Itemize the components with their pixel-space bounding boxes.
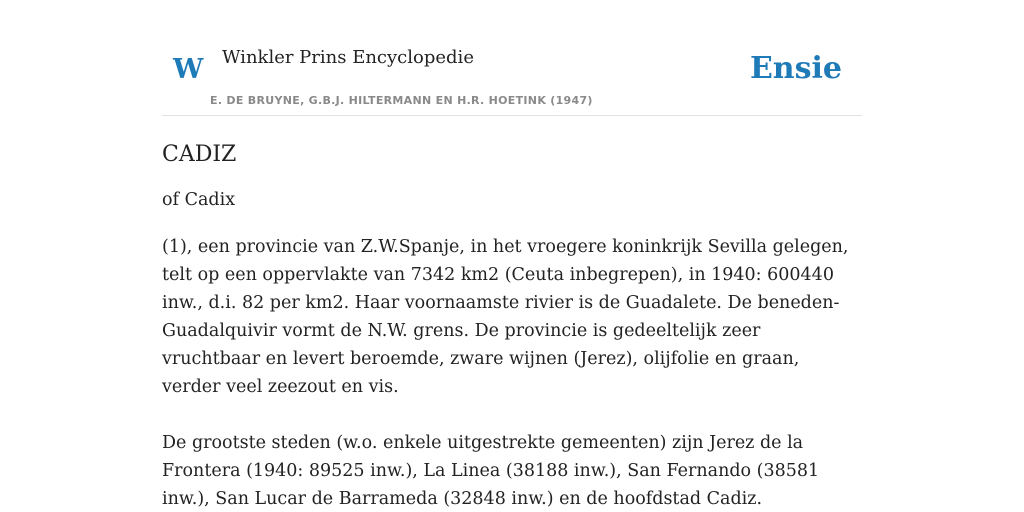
entry-paragraph-2: De grootste steden (w.o. enkele uitgestrekte gemeenten) zijn Jerez de la Frontera (1940: 89525 inw.), La Linea (38188 inw.), San Fernando (38581 inw.), San Lucar de Barrameda (32848 inw.) en de hoofdstad Cadiz. <box>162 433 820 509</box>
publication-title[interactable]: Winkler Prins Encyclopedie <box>222 47 474 68</box>
publication-authors: E. DE BRUYNE, G.B.J. HILTERMANN EN H.R. HOETINK (1947) <box>210 94 593 107</box>
winkler-prins-logo-icon[interactable]: W <box>173 54 204 85</box>
publication-header <box>162 36 862 116</box>
ensie-brand-logo[interactable]: Ensie <box>749 51 842 86</box>
entry-subtitle: of Cadix <box>162 190 236 210</box>
entry-title: CADIZ <box>162 142 237 167</box>
entry-paragraph-1: (1), een provincie van Z.W.Spanje, in het vroegere koninkrijk Sevilla gelegen, telt op een oppervlakte van 7342 km2 (Ceuta inbegrepen), in 1940: 600440 inw., d.i. 82 per km2. Haar voornaamste rivier is de Guadalete. De beneden-Guadalquivir vormt de N.W. grens. De provincie is gedeeltelijk zeer vruchtbaar en levert beroemde, zware wijnen (Jerez), olijfolie en graan, verder veel zeezout en vis. <box>162 237 849 397</box>
entry-content <box>162 138 862 512</box>
